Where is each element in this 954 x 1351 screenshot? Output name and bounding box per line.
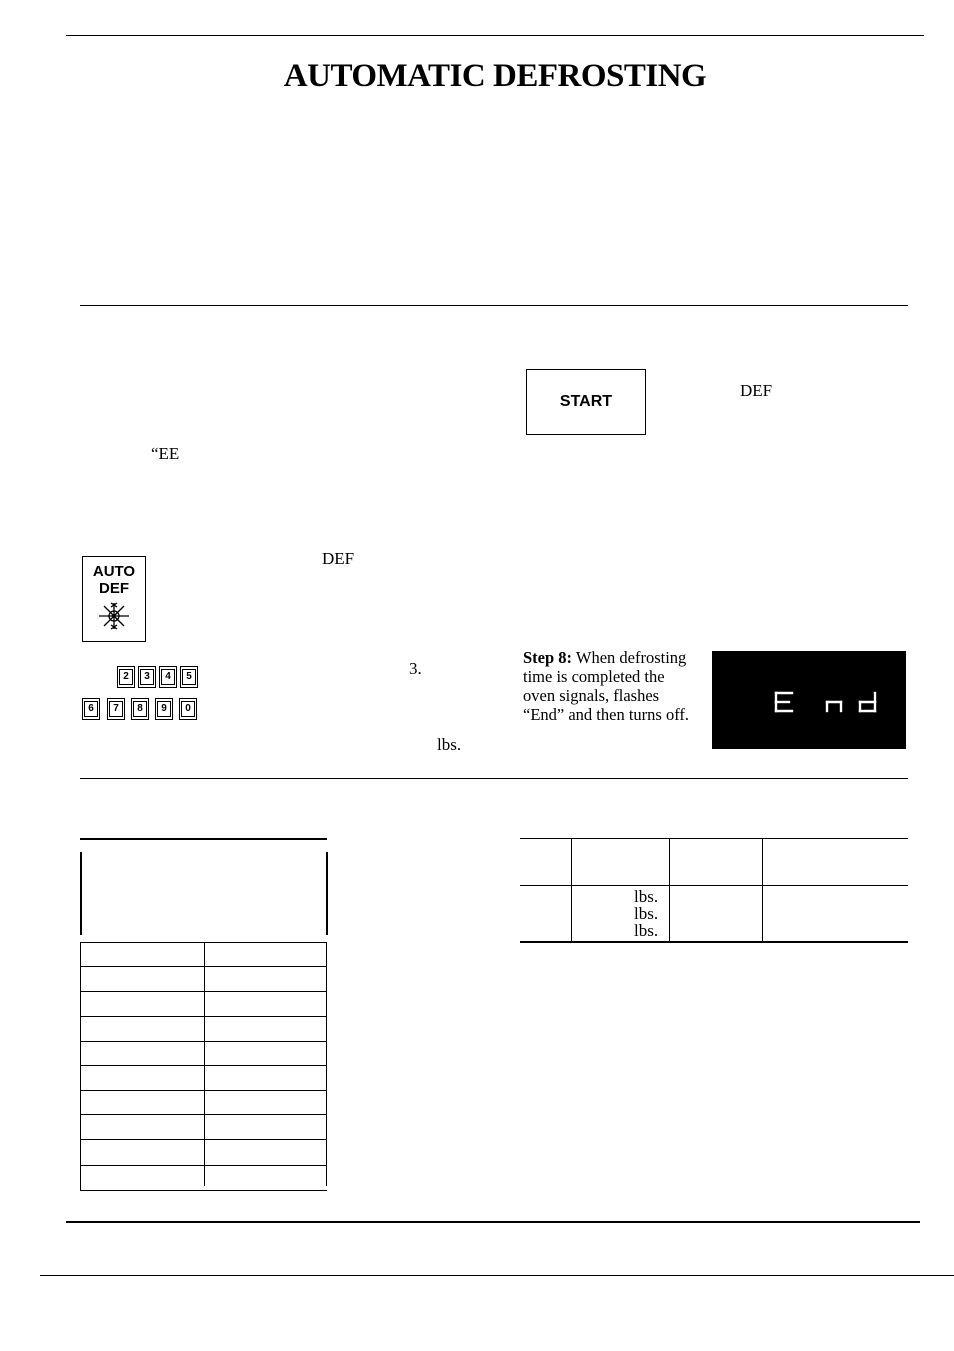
lbs-fragment: lbs. <box>437 735 462 754</box>
section-rule-2 <box>80 778 908 779</box>
def-text-right: DEF <box>740 381 773 400</box>
number-key-0[interactable]: 0 <box>179 698 197 720</box>
step8-label: Step 8: <box>523 648 573 667</box>
right-weight-table <box>520 838 908 944</box>
auto-def-label-line2: DEF <box>99 580 129 597</box>
page-title: AUTOMATIC DEFROSTING <box>283 58 707 94</box>
table-cell-lbs-1: lbs. <box>634 887 659 906</box>
table-cell-lbs-2: lbs. <box>634 904 659 923</box>
step8-line3: oven signals, flashes <box>523 686 660 705</box>
ee-text: “EE <box>151 444 180 463</box>
table-cell-lbs-3: lbs. <box>634 921 659 940</box>
seven-segment-end <box>712 651 906 749</box>
start-button[interactable] <box>526 369 646 435</box>
number-key-9[interactable]: 9 <box>155 698 173 720</box>
bottom-rule-2 <box>40 1275 954 1276</box>
number-key-6[interactable]: 6 <box>82 698 100 720</box>
step-number-fragment: 3. <box>409 659 422 678</box>
number-key-7[interactable]: 7 <box>107 698 125 720</box>
left-weight-table <box>80 838 328 1192</box>
step8-text <box>523 648 708 724</box>
number-key-3[interactable]: 3 <box>138 666 156 688</box>
step8-line4: “End” and then turns off. <box>523 705 690 724</box>
number-key-5[interactable]: 5 <box>180 666 198 688</box>
bottom-rule-1 <box>66 1221 920 1223</box>
number-key-2[interactable]: 2 <box>117 666 135 688</box>
def-text-left: DEF <box>322 549 355 568</box>
step8-line1: When defrosting <box>572 648 687 667</box>
top-rule <box>66 35 924 36</box>
auto-def-label-line1: AUTO <box>92 563 136 580</box>
section-rule-1 <box>80 305 908 306</box>
number-key-4[interactable]: 4 <box>159 666 177 688</box>
number-key-8[interactable]: 8 <box>131 698 149 720</box>
auto-def-button[interactable] <box>82 556 146 642</box>
snowflake-icon <box>95 601 133 631</box>
step8-line2: time is completed the <box>523 667 665 686</box>
start-button-label: START <box>559 393 613 410</box>
oven-display <box>712 651 906 749</box>
